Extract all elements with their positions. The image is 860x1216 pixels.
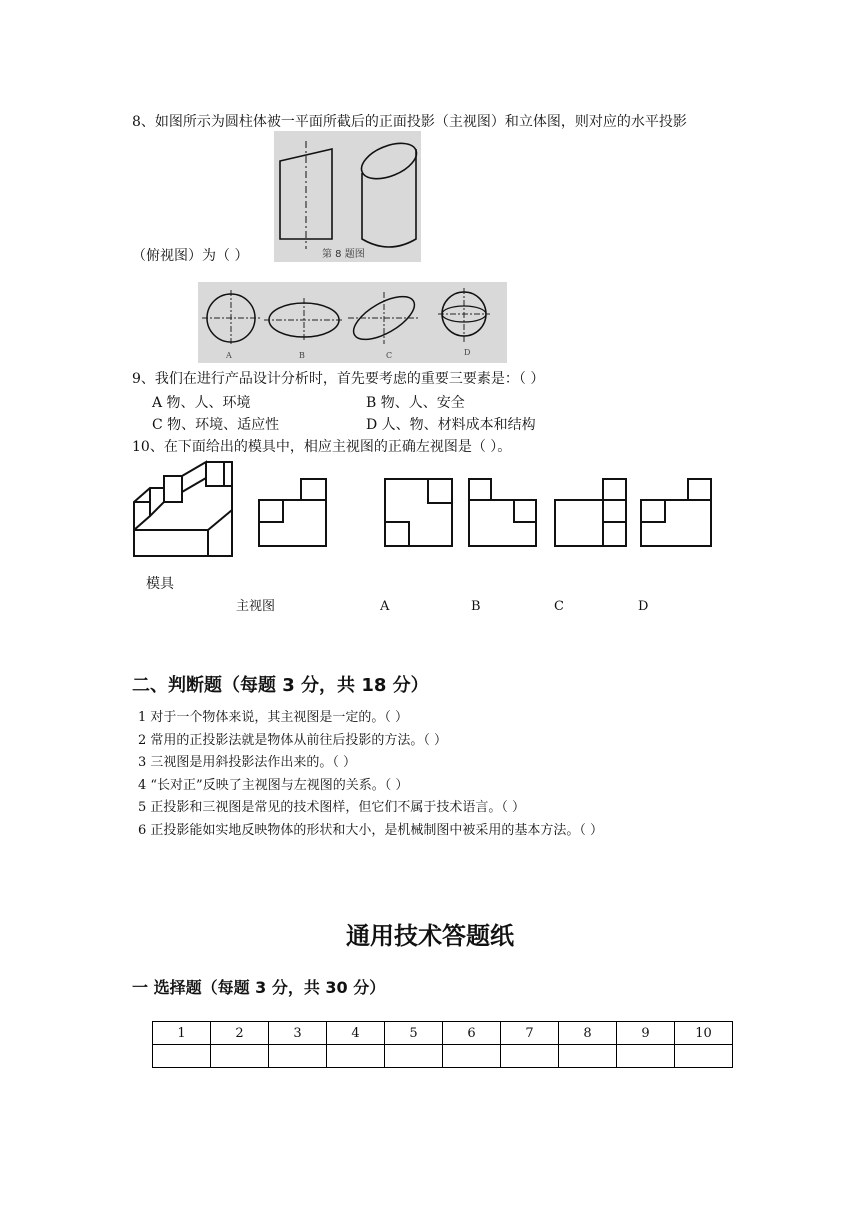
q8-option-b-label: B <box>299 351 305 360</box>
answer-col-8: 8 <box>559 1022 617 1045</box>
judge-item-1: 1 对于一个物体来说，其主视图是一定的。（ ） <box>138 710 409 725</box>
q10-option-b-view <box>469 479 536 546</box>
answer-cell-7[interactable] <box>501 1045 559 1068</box>
q8-figure-caption: 第 8 题图 <box>322 249 365 260</box>
q8-option-a-label: A <box>226 351 232 360</box>
answer-cell-4[interactable] <box>327 1045 385 1068</box>
q10-mold-drawing <box>134 462 232 556</box>
q10-option-c-view <box>555 479 626 546</box>
answer-col-7: 7 <box>501 1022 559 1045</box>
judge-item-5: 5 正投影和三视图是常见的技术图样，但它们不属于技术语言。（ ） <box>138 800 526 815</box>
answer-table-answer-row <box>153 1045 733 1068</box>
q10-main-view <box>259 479 326 546</box>
answer-sheet-title: 通用技术答题纸 <box>346 922 514 950</box>
q8-cylinder-body <box>362 149 416 247</box>
q9-option-b: B 物、人、安全 <box>366 395 465 411</box>
answer-cell-9[interactable] <box>617 1045 675 1068</box>
q9-text: 9、我们在进行产品设计分析时，首先要考虑的重要三要素是：（ ） <box>132 371 545 387</box>
answer-col-10: 10 <box>675 1022 733 1045</box>
answer-cell-6[interactable] <box>443 1045 501 1068</box>
answer-col-5: 5 <box>385 1022 443 1045</box>
q10-option-a-view <box>385 479 452 546</box>
answer-cell-1[interactable] <box>153 1045 211 1068</box>
q9-option-a: A 物、人、环境 <box>152 395 251 411</box>
q8-figure <box>274 131 421 262</box>
answer-col-2: 2 <box>211 1022 269 1045</box>
q9-option-d: D 人、物、材料成本和结构 <box>366 417 536 433</box>
judge-item-2: 2 常用的正投影法就是物体从前往后投影的方法。（ ） <box>138 733 448 748</box>
q10-option-d-view <box>641 479 711 546</box>
q8-option-d-label: D <box>464 348 471 357</box>
q10-text: 10、在下面给出的模具中，相应主视图的正确左视图是（ ）。 <box>132 439 512 455</box>
q8-text-line2: （俯视图）为（ ） <box>132 248 249 264</box>
answer-cell-3[interactable] <box>269 1045 327 1068</box>
q10-figures <box>128 456 728 558</box>
answer-col-4: 4 <box>327 1022 385 1045</box>
judge-item-6: 6 正投影能如实地反映物体的形状和大小，是机械制图中被采用的基本方法。（ ） <box>138 823 604 838</box>
answer-col-9: 9 <box>617 1022 675 1045</box>
q8-text-line1: 8、如图所示为圆柱体被一平面所截后的正面投影（主视图）和立体图，则对应的水平投影 <box>132 114 687 130</box>
answer-col-3: 3 <box>269 1022 327 1045</box>
answer-cell-5[interactable] <box>385 1045 443 1068</box>
answer-col-6: 6 <box>443 1022 501 1045</box>
answer-section-heading: 一 选择题（每题 3 分，共 30 分） <box>132 978 386 997</box>
q8-cylinder-cut-ellipse <box>356 136 421 186</box>
answer-col-1: 1 <box>153 1022 211 1045</box>
section2-heading: 二、判断题（每题 3 分，共 18 分） <box>132 675 429 696</box>
answer-table-header-row <box>153 1022 733 1045</box>
q10-option-b-label: B <box>471 599 481 614</box>
answer-cell-2[interactable] <box>211 1045 269 1068</box>
judge-item-3: 3 三视图是用斜投影法作出来的。（ ） <box>138 755 357 770</box>
q10-mold-label: 模具 <box>146 576 174 592</box>
q8-options-figure <box>198 282 507 363</box>
q10-option-c-label: C <box>554 599 564 614</box>
judge-item-4: 4 “长对正”反映了主视图与左视图的关系。（ ） <box>138 778 409 793</box>
answer-cell-8[interactable] <box>559 1045 617 1068</box>
q10-option-a-label: A <box>380 599 390 614</box>
answer-table <box>152 1021 733 1068</box>
answer-cell-10[interactable] <box>675 1045 733 1068</box>
q8-option-c-label: C <box>386 351 393 360</box>
q10-option-d-label: D <box>638 599 649 614</box>
q9-option-c: C 物、环境、适应性 <box>152 417 280 433</box>
q10-main-view-label: 主视图 <box>236 599 276 614</box>
